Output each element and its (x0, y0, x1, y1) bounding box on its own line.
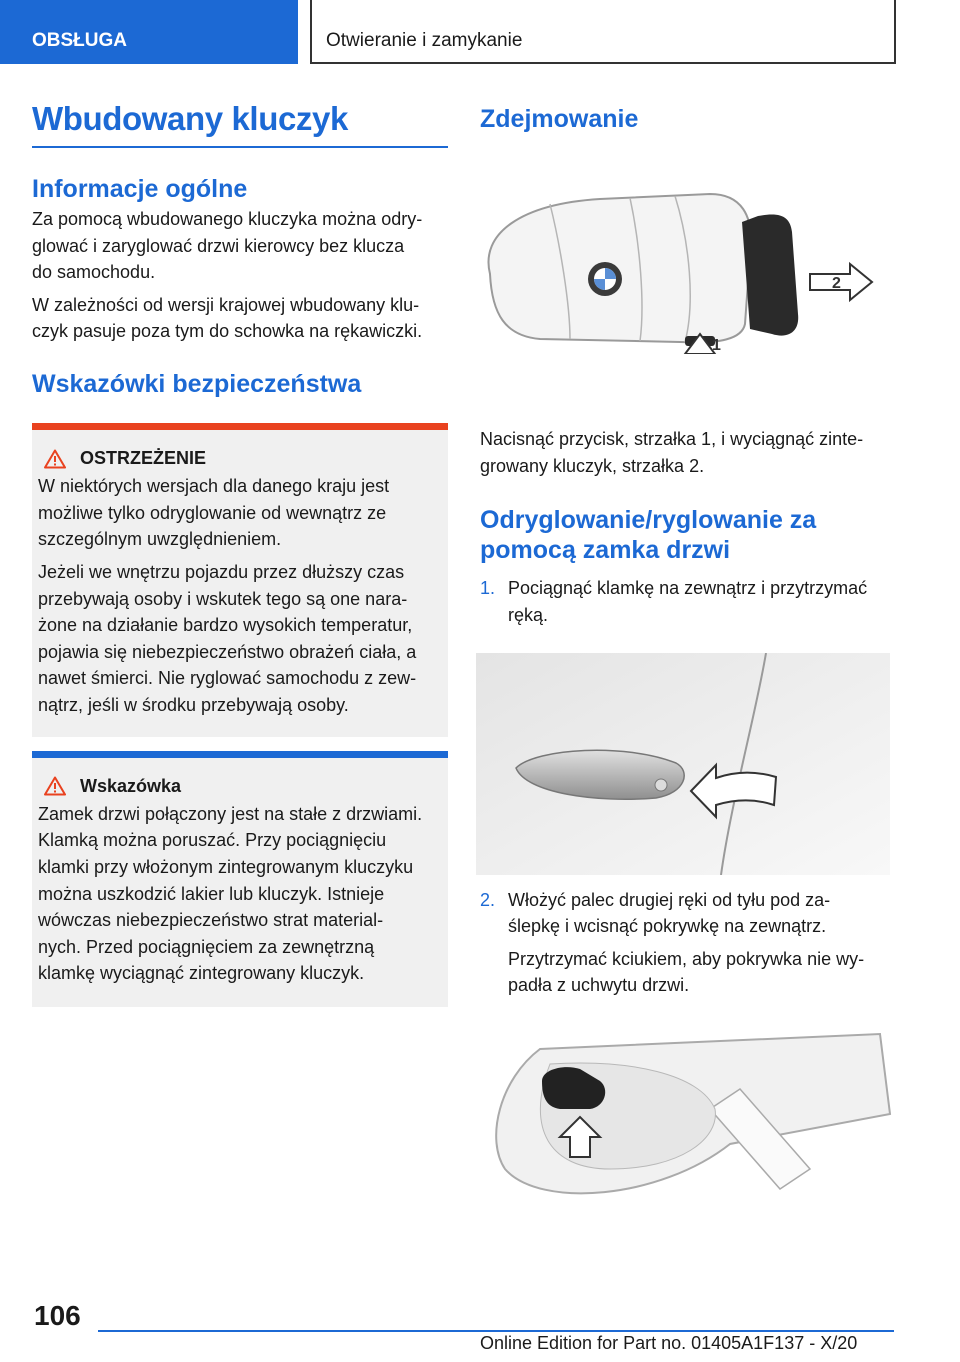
unlock-heading: Odryglowanie/ryglowanie za pomocą zamka drzwi (480, 506, 817, 565)
note-title: Wskazówka (80, 775, 182, 796)
page-title: Wbudowany kluczyk (32, 100, 448, 148)
door-handle-illustration (476, 653, 890, 875)
warning-header (38, 448, 442, 469)
warning-paragraph-1: W niektórych wersjach dla danego kraju jest możliwe tylko odryglowanie od wewnątrz ze szczególnym uwzględnieniem. (38, 476, 390, 550)
handle-cover-illustration (480, 1029, 892, 1209)
chapter-header (310, 0, 896, 64)
general-paragraph-2: W zależności od wersji krajowej wbudowany klu‐ czyk pasuje poza tym do schowka na rękawiczki. (32, 294, 423, 342)
general-paragraph-1: Za pomocą wbudowanego kluczyka można odry‐ glować i zaryglować drzwi kierowcy bez klucza do samochodu. (32, 208, 423, 283)
step-1-text: Pociągnąć klamkę na zewnątrz i przytrzymać ręką. (508, 578, 868, 625)
info-triangle-icon (44, 776, 66, 796)
warning-box (32, 423, 448, 737)
step-1-number: 1. (480, 578, 496, 599)
step-1 (480, 575, 892, 628)
removal-paragraph: Nacisnąć przycisk, strzałka 1, i wyciągnąć zinte‐ growany kluczyk, strzałka 2. (480, 429, 864, 476)
note-paragraph: Zamek drzwi połączony jest na stałe z drzwiami. Klamką można poruszać. Przy pociągnięciu klamki przy włożonym zintegrowanym kluczyku można uszkodzić lakier lub kluczyk. Istnieje wówczas niebezpieczeństwo strat material‐ nych. Przed pociągnięciem za zewnętrzną klamkę wyciągnąć zintegrowany kluczyk. (38, 803, 423, 984)
right-column (480, 100, 892, 1209)
step-2-number: 2. (480, 889, 496, 910)
removal-heading: Zdejmowanie (480, 105, 639, 133)
arrow-label-2: 2 (832, 275, 841, 292)
general-heading: Informacje ogólne (32, 174, 248, 203)
note-box (32, 751, 448, 1007)
section-tab (0, 0, 298, 64)
warning-triangle-icon (44, 449, 66, 469)
step-2-extra: Przytrzymać kciukiem, aby pokrywka nie wy‐ padła z uchwytu drzwi. (508, 948, 865, 996)
chapter-label: Otwieranie i zamykanie (326, 30, 523, 51)
step-2 (480, 887, 892, 940)
warning-paragraph-2: Jeżeli we wnętrzu pojazdu przez dłuższy czas przebywają osoby i wskutek tego są one nara‐ żone na działanie bardzo wysokich temperatur, pojawia się niebezpieczeństwo obrażeń ciała, a nawet śmierci. Nie ryglować samochodu z zew‐ nątrz, jeśli w środku przebywają osoby. (38, 561, 417, 716)
warning-title: OSTRZEŻENIE (80, 448, 207, 469)
arrow-label-1: 1 (712, 337, 721, 354)
page-number: 106 (34, 1300, 81, 1331)
safety-heading: Wskazówki bezpieczeństwa (32, 370, 362, 399)
section-label: OBSŁUGA (32, 30, 127, 51)
left-column (32, 100, 448, 1007)
step-2-text: Włożyć palec drugiej ręki od tyłu pod za‐ ślepkę i wcisnąć pokrywkę na zewnątrz. (508, 889, 831, 937)
footer-divider (98, 1330, 894, 1332)
edition-label: Online Edition for Part no. 01405A1F137 - X/20 (480, 1333, 858, 1353)
note-header (38, 776, 442, 797)
key-removal-illustration (480, 154, 892, 354)
